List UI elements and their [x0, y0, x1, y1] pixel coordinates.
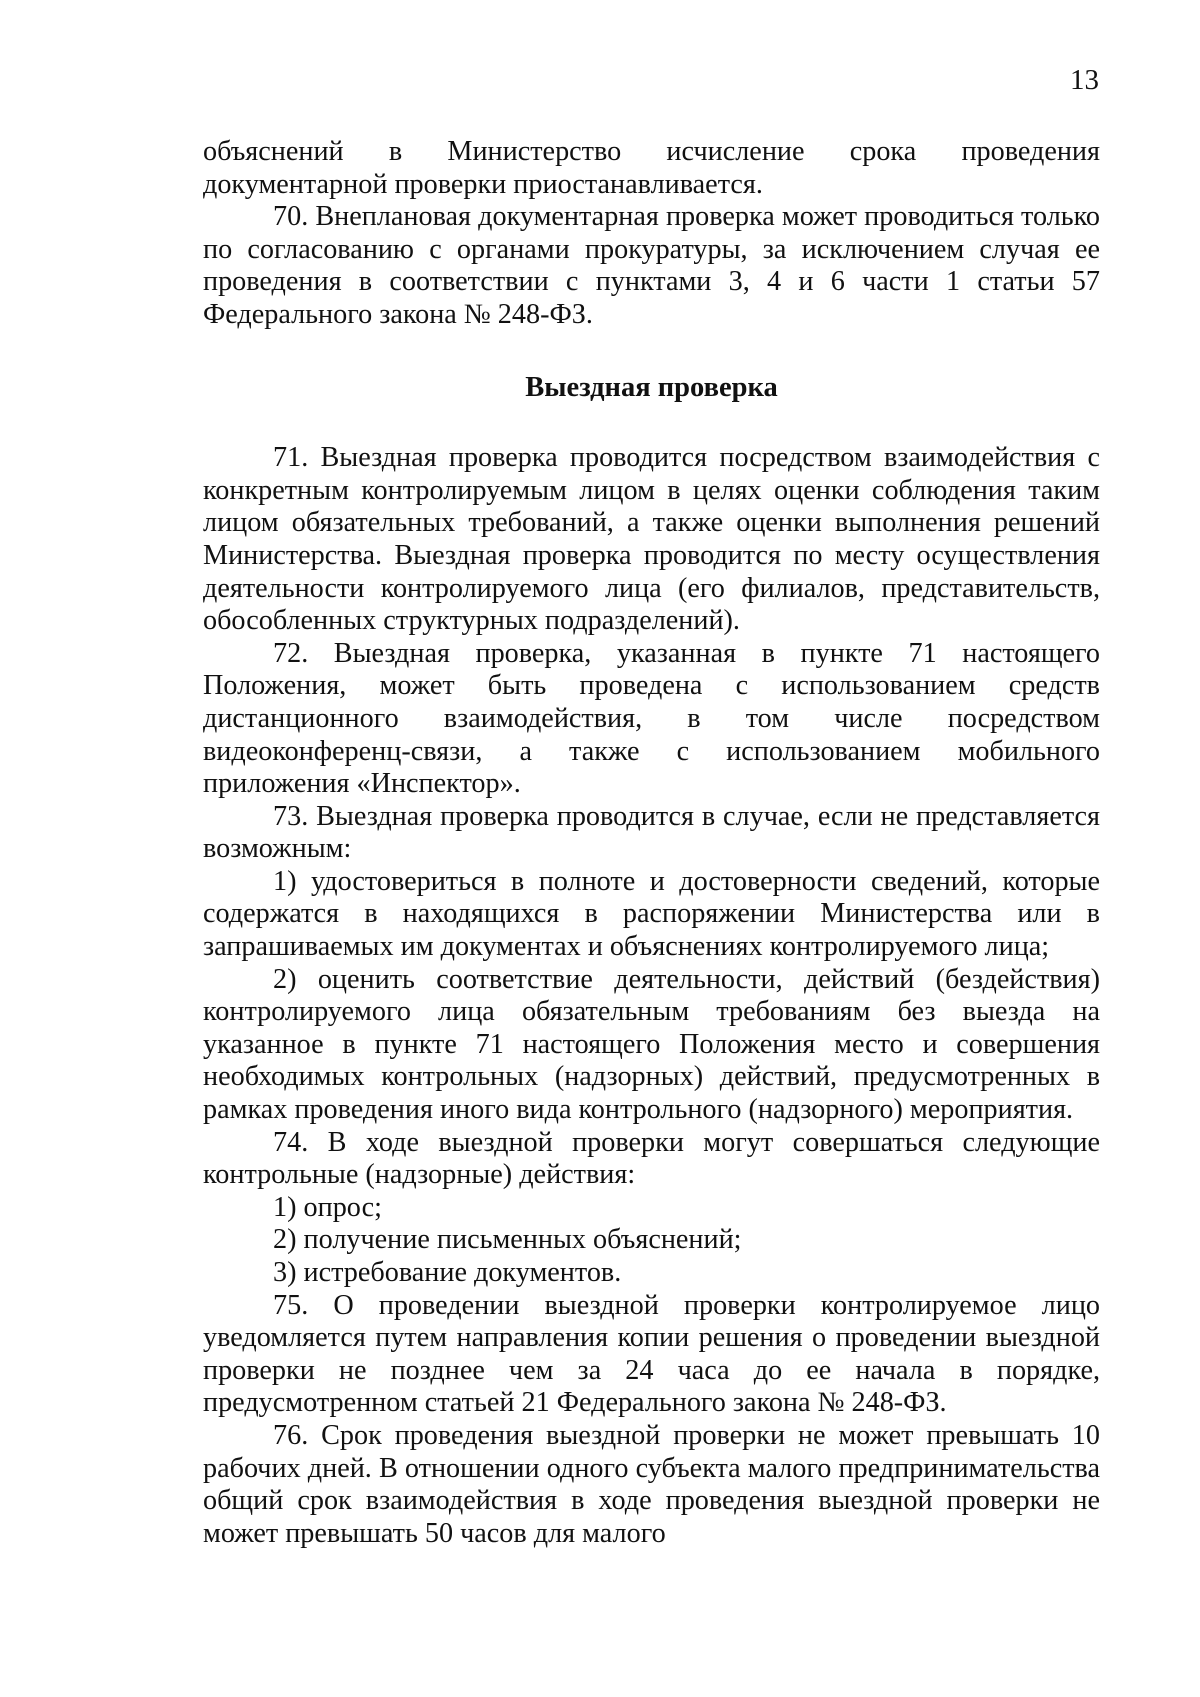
- paragraph-74: 74. В ходе выездной проверки могут совершаться следующие контрольные (надзорные) действия:: [203, 1126, 1100, 1191]
- paragraph-71: 71. Выездная проверка проводится посредством взаимодействия с конкретным контролируемым лицом в целях оценки соблюдения таким лицом обязательных требований, а также оценки выполнения решений Министерства. Выездная проверка проводится по месту осуществления деятельности контролируемого лица (его филиалов, представительств, обособленных структурных подразделений).: [203, 442, 1100, 637]
- page-number: 13: [1070, 64, 1099, 96]
- paragraph-75: 75. О проведении выездной проверки контролируемое лицо уведомляется путем направления копии решения о проведении выездной проверки не позднее чем за 24 часа до ее начала в порядке, предусмотренном статьей 21 Федерального закона № 248-ФЗ.: [203, 1289, 1100, 1419]
- paragraph-73-item-1: 1) удостовериться в полноте и достоверности сведений, которые содержатся в находящихся в распоряжении Министерства или в запрашиваемых им документах и объяснениях контролируемого лица;: [203, 865, 1100, 963]
- paragraph-74-item-3: 3) истребование документов.: [273, 1257, 622, 1288]
- paragraph-70: 70. Внеплановая документарная проверка может проводиться только по согласованию с органами прокуратуры, за исключением случая ее проведения в соответствии с пунктами 3, 4 и 6 части 1 статьи 57 Федерального закона № 248-ФЗ.: [203, 201, 1100, 330]
- paragraph-73-item-2: 2) оценить соответствие деятельности, действий (бездействия) контролируемого лица обязательным требованиям без выезда на указанное в пункте 71 настоящего Положения место и совершения необходимых контрольных (надзорных) действий, предусмотренных в рамках проведения иного вида контрольного (надзорного) мероприятия.: [203, 963, 1100, 1126]
- paragraph-72: 72. Выездная проверка, указанная в пункте 71 настоящего Положения, может быть проведена с использованием средств дистанционного взаимодействия, в том числе посредством видеоконференц-связи, а также с использованием мобильного приложения «Инспектор».: [203, 637, 1100, 800]
- paragraph-73: 73. Выездная проверка проводится в случае, если не представляется возможным:: [203, 800, 1100, 865]
- paragraph-74-item-2: 2) получение письменных объяснений;: [273, 1224, 742, 1256]
- document-body: [203, 136, 1100, 1550]
- paragraph-74-item-1: 1) опрос;: [273, 1191, 382, 1223]
- paragraph-76: 76. Срок проведения выездной проверки не может превышать 10 рабочих дней. В отношении одного субъекта малого предпринимательства общий срок взаимодействия в ходе проведения выездной проверки не может превышать 50 часов для малого: [203, 1419, 1100, 1549]
- paragraph-continuation: объяснений в Министерство исчисление срока проведения документарной проверки приостанавливается.: [203, 136, 1100, 200]
- section-heading: Выездная проверка: [525, 371, 778, 403]
